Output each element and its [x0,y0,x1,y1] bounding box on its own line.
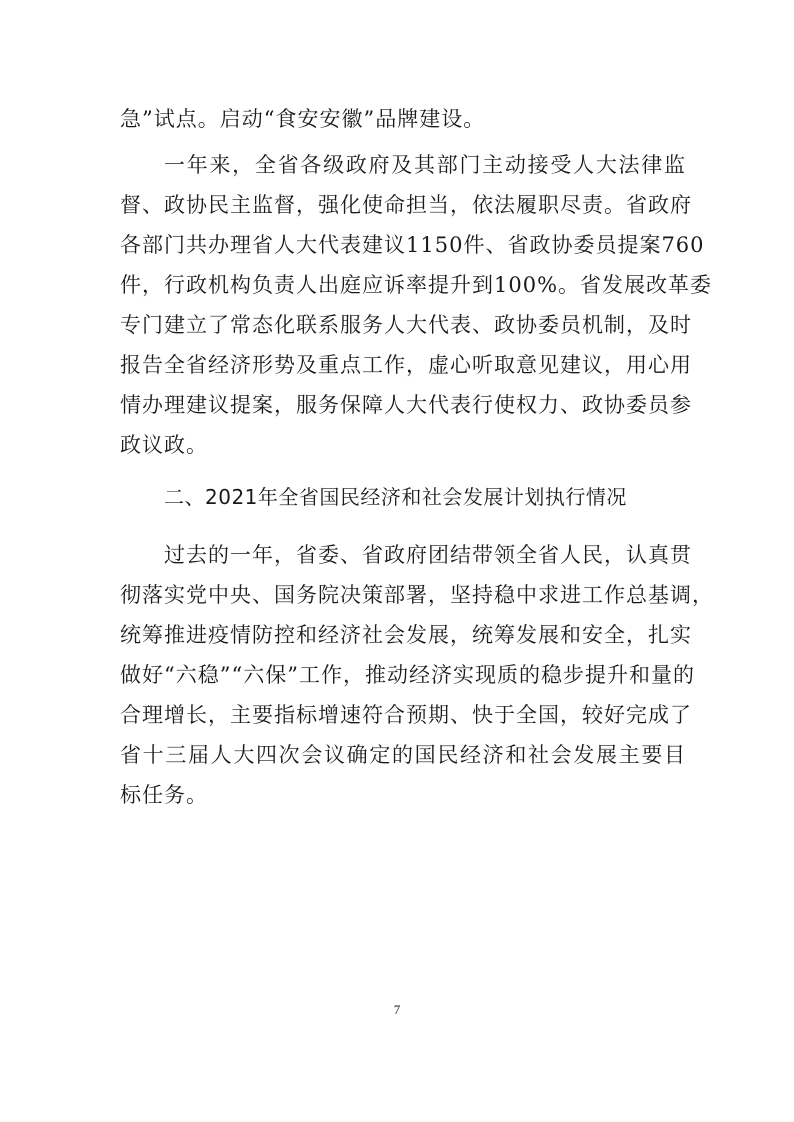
text-line: 专门建立了常态化联系服务人大代表、政协委员机制，及时 [120,313,692,337]
section-heading: 二、2021年全省国民经济和社会发展计划执行情况 [164,485,627,509]
text-line: 急”试点。启动“食安安徽”品牌建设。 [120,107,486,131]
text-line: 做好“六稳”“六保”工作，推动经济实现质的稳步提升和量的 [120,663,695,687]
text-line: 彻落实党中央、国务院决策部署，坚持稳中求进工作总基调， [120,583,714,607]
text-line: 统筹推进疫情防控和经济社会发展，统筹发展和安全，扎实 [120,623,692,647]
text-line: 一年来，全省各级政府及其部门主动接受人大法律监 [164,153,686,177]
page-number: 7 [393,1002,401,1017]
text-line: 督、政协民主监督，强化使命担当，依法履职尽责。省政府 [120,193,692,217]
text-line: 各部门共办理省人大代表建议1150件、省政协委员提案760 [120,233,705,257]
text-line: 过去的一年，省委、省政府团结带领全省人民，认真贯 [164,543,692,567]
text-line: 政议政。 [120,433,208,457]
text-line: 合理增长，主要指标增速符合预期、快于全国，较好完成了 [120,703,692,727]
text-line: 省十三届人大四次会议确定的国民经济和社会发展主要目 [120,743,686,767]
text-line: 情办理建议提案，服务保障人大代表行使权力、政协委员参 [120,393,692,417]
text-line: 件，行政机构负责人出庭应诉率提升到100%。省发展改革委 [120,273,713,297]
text-line: 报告全省经济形势及重点工作，虚心听取意见建议，用心用 [120,353,692,377]
text-line: 标任务。 [120,783,208,807]
